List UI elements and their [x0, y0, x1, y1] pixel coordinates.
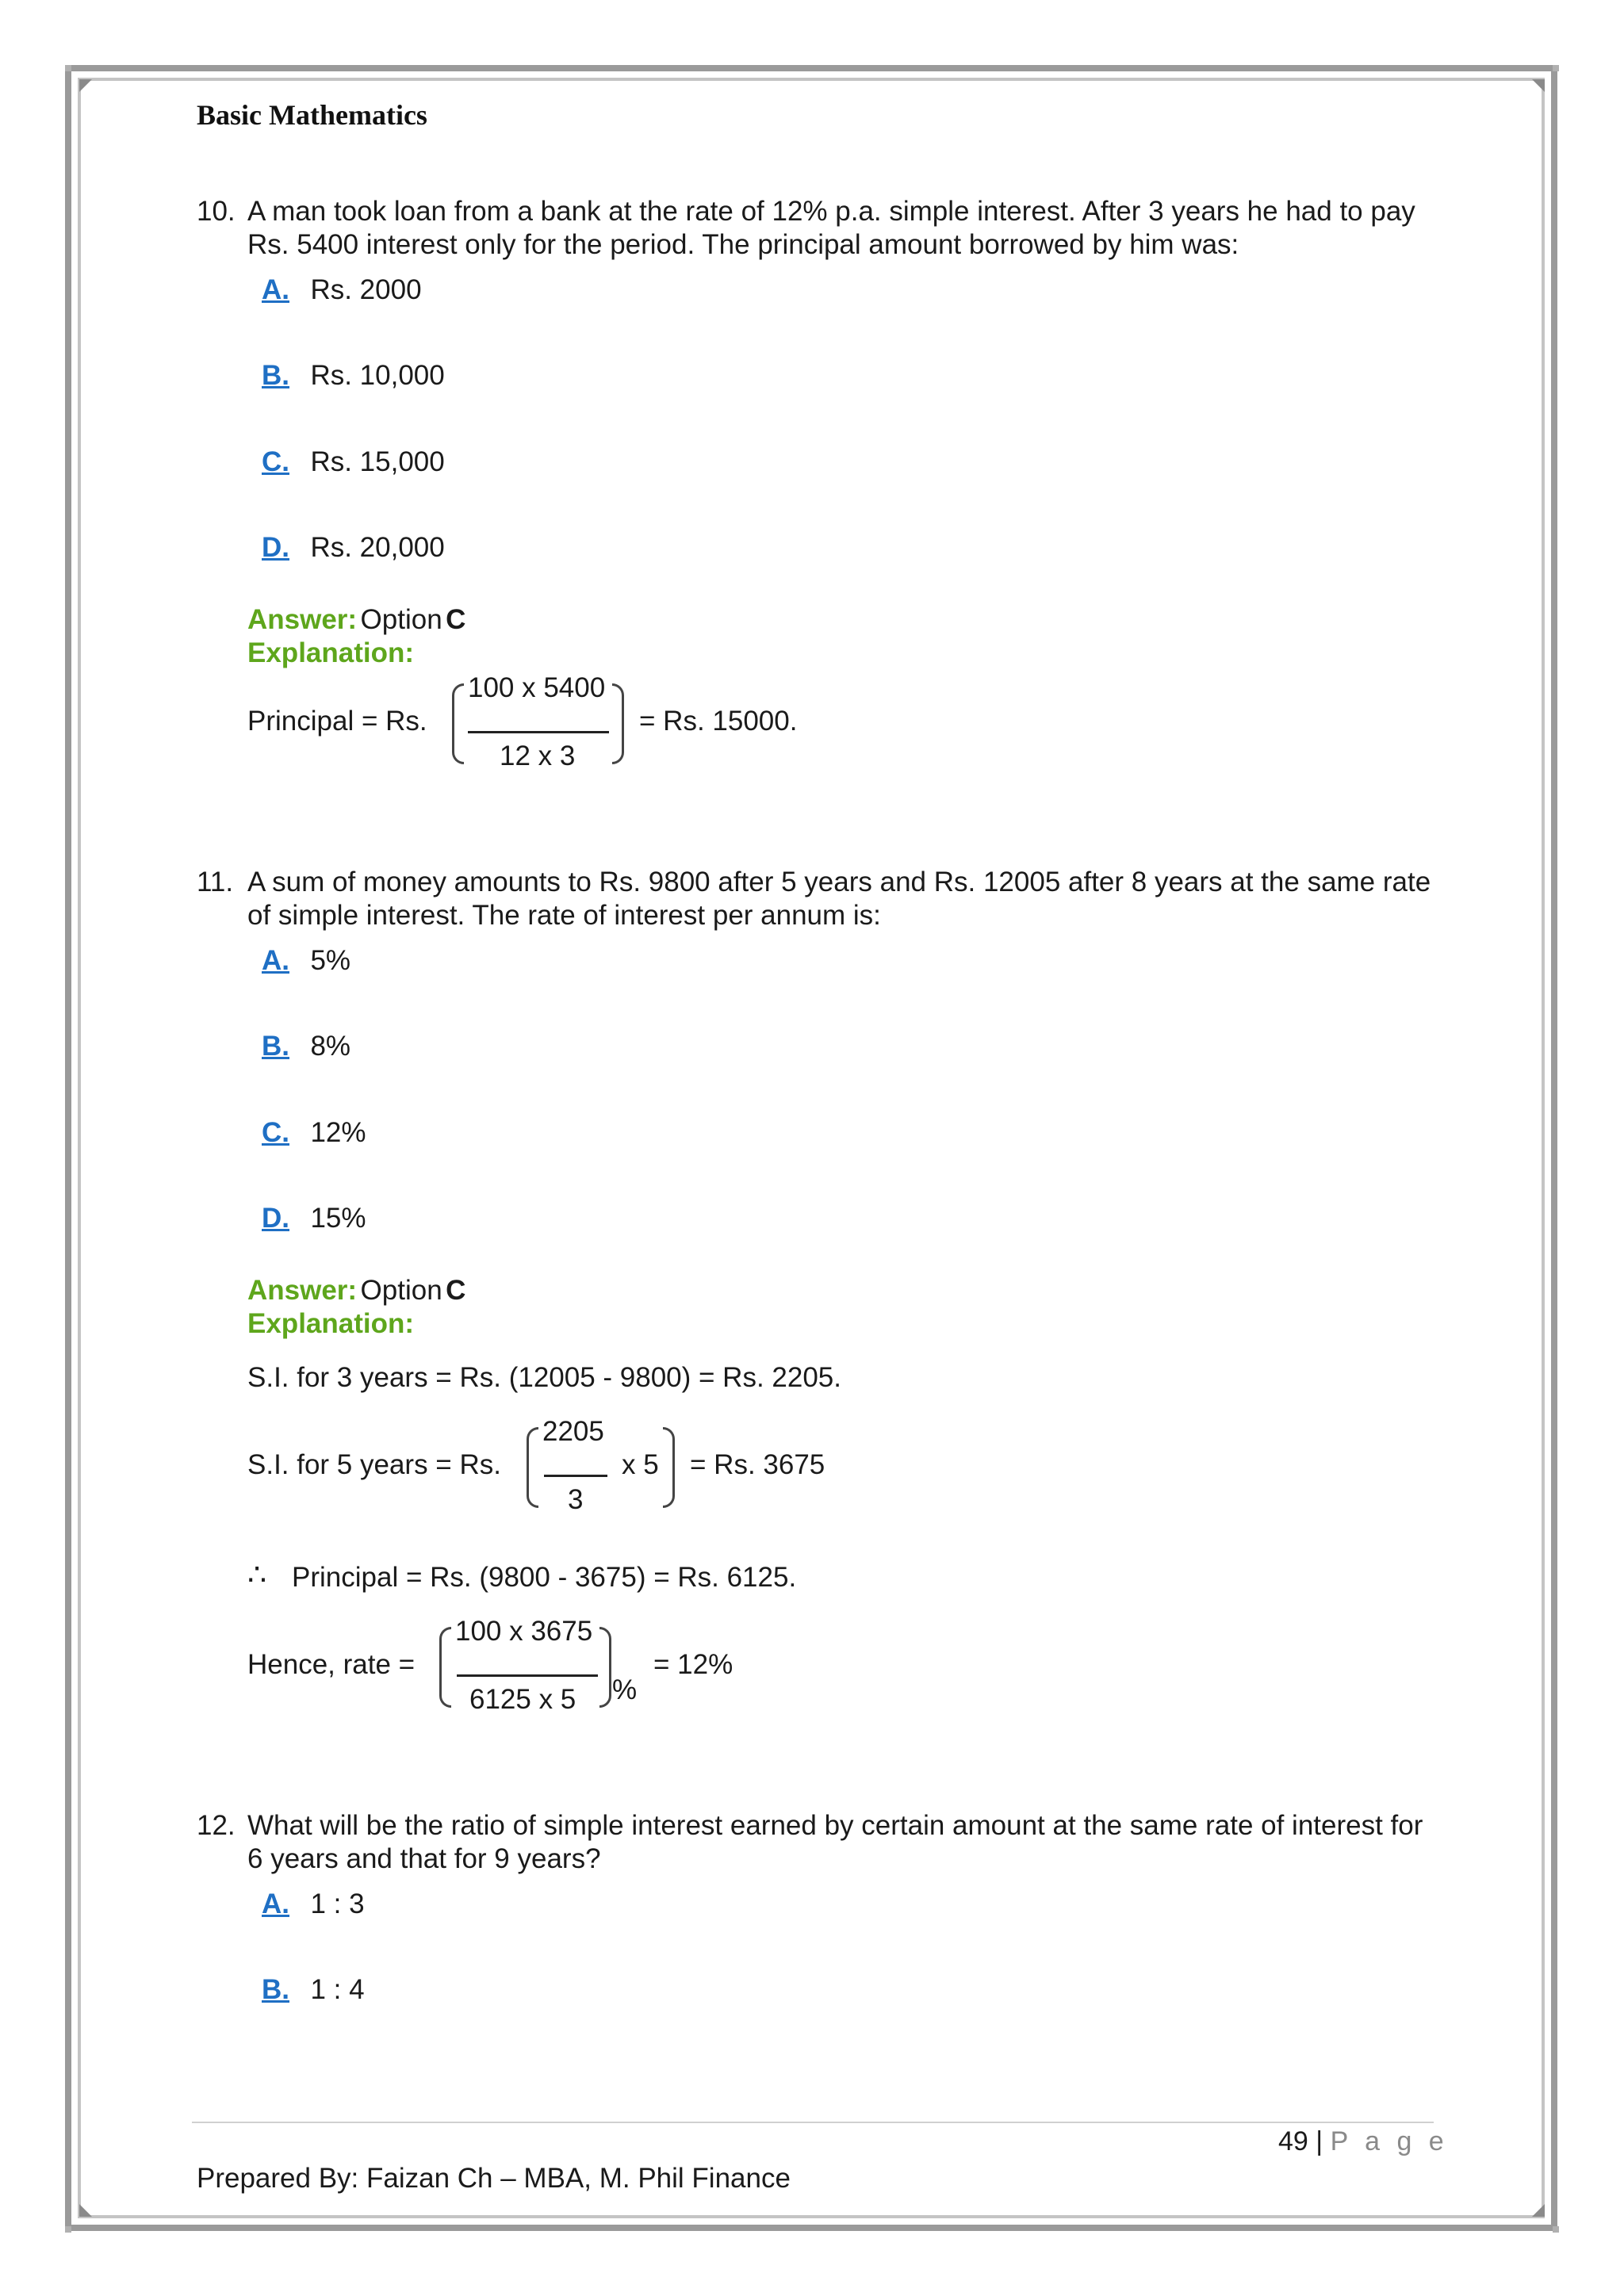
question-text: A sum of money amounts to Rs. 9800 after 5 years and Rs. 12005 after 8 years at the same rate of simple interest. The rate of interest per annum is:: [247, 867, 1431, 931]
option-c[interactable]: [262, 1117, 366, 1149]
paren-right: [663, 1427, 675, 1508]
equation-multiplier: x 5: [622, 1449, 659, 1480]
corner-dot: [1553, 65, 1559, 71]
corner-dot: [65, 2226, 71, 2233]
answer-value: C: [446, 604, 466, 635]
explanation-label: Explanation:: [247, 637, 415, 668]
option-text: 15%: [310, 1203, 366, 1234]
answer-value: C: [446, 1275, 466, 1306]
page-number: [1278, 2126, 1449, 2157]
option-text: 1 : 4: [310, 1974, 365, 2005]
answer-line: [247, 604, 465, 636]
option-text: Rs. 20,000: [310, 532, 445, 563]
paren-left: [527, 1427, 538, 1508]
equation-left: Hence, rate =: [247, 1649, 416, 1680]
corner-ornament: [1532, 79, 1545, 92]
prepared-by: Prepared By: Faizan Ch – MBA, M. Phil Finance: [197, 2163, 791, 2194]
fraction-bar: [544, 1475, 607, 1477]
answer-label: Answer:: [247, 604, 358, 635]
question-number: 11.: [197, 867, 234, 897]
therefore-symbol: ∴: [247, 1559, 267, 1592]
page-word: P a g e: [1330, 2126, 1449, 2156]
paren-right: [612, 683, 624, 764]
option-letter[interactable]: A.: [262, 1888, 289, 1919]
option-a[interactable]: [262, 1888, 365, 1920]
question-text: What will be the ratio of simple interest earned by certain amount at the same rate of interest for 6 years and that for 9 years?: [247, 1810, 1423, 1874]
option-text: 1 : 3: [310, 1888, 365, 1919]
option-text: Rs. 2000: [310, 274, 422, 305]
option-text: Rs. 15,000: [310, 446, 445, 477]
option-letter[interactable]: D.: [262, 532, 289, 563]
explanation-line: Principal = Rs. (9800 - 3675) = Rs. 6125.: [292, 1562, 797, 1593]
option-a[interactable]: [262, 274, 422, 306]
option-letter[interactable]: C.: [262, 446, 289, 477]
option-text: 12%: [310, 1117, 366, 1148]
corner-dot: [1553, 2226, 1559, 2233]
fraction-numerator: 100 x 5400: [468, 672, 606, 703]
option-letter[interactable]: B.: [262, 1974, 289, 2005]
equation-right: = 12%: [653, 1649, 733, 1680]
equation-left: S.I. for 5 years = Rs.: [247, 1449, 501, 1480]
question-number: 10.: [197, 196, 236, 227]
page-separator: |: [1316, 2126, 1323, 2156]
option-letter[interactable]: A.: [262, 274, 289, 305]
explanation-line: S.I. for 3 years = Rs. (12005 - 9800) = Rs. 2205.: [247, 1362, 841, 1393]
answer-prefix: Option: [360, 1275, 442, 1306]
option-letter[interactable]: B.: [262, 1031, 289, 1062]
paren-left: [439, 1627, 451, 1708]
page-header-title: Basic Mathematics: [197, 99, 427, 131]
paren-left: [452, 683, 464, 764]
option-text: Rs. 10,000: [310, 360, 445, 391]
option-b[interactable]: [262, 360, 445, 392]
question-number: 12.: [197, 1810, 236, 1841]
question-text: A man took loan from a bank at the rate of 12% p.a. simple interest. After 3 years he had to pay Rs. 5400 interest only for the period. The principal amount borrowed by him was:: [247, 196, 1415, 260]
equation-left: Principal = Rs.: [247, 706, 427, 737]
equation-right: = Rs. 3675: [690, 1449, 825, 1480]
answer-line: [247, 1275, 465, 1307]
fraction-bar: [457, 1674, 598, 1677]
option-d[interactable]: [262, 532, 445, 564]
footer-divider: [192, 2122, 1434, 2123]
corner-dot: [65, 65, 71, 71]
option-b[interactable]: [262, 1031, 350, 1062]
paren-right: [599, 1627, 611, 1708]
fraction-denominator: 12 x 3: [500, 740, 576, 771]
corner-ornament: [1532, 2204, 1545, 2217]
answer-prefix: Option: [360, 604, 442, 635]
equation-right: = Rs. 15000.: [639, 706, 798, 737]
percent-sign: %: [612, 1674, 638, 1705]
answer-label: Answer:: [247, 1275, 358, 1306]
fraction-bar: [468, 731, 609, 733]
option-letter[interactable]: D.: [262, 1203, 289, 1234]
option-a[interactable]: [262, 945, 350, 977]
option-b[interactable]: [262, 1974, 365, 2006]
option-letter[interactable]: C.: [262, 1117, 289, 1148]
page-number-value: 49: [1278, 2126, 1308, 2156]
fraction-numerator: 100 x 3675: [455, 1616, 593, 1647]
option-c[interactable]: [262, 446, 445, 478]
explanation-label: Explanation:: [247, 1308, 415, 1339]
fraction-denominator: 3: [568, 1484, 584, 1515]
option-text: 5%: [310, 945, 351, 976]
option-letter[interactable]: B.: [262, 360, 289, 391]
option-text: 8%: [310, 1031, 351, 1062]
corner-ornament: [79, 79, 92, 92]
fraction-denominator: 6125 x 5: [469, 1684, 576, 1715]
fraction-numerator: 2205: [542, 1416, 604, 1447]
option-d[interactable]: [262, 1203, 366, 1234]
corner-ornament: [79, 2204, 92, 2217]
option-letter[interactable]: A.: [262, 945, 289, 976]
